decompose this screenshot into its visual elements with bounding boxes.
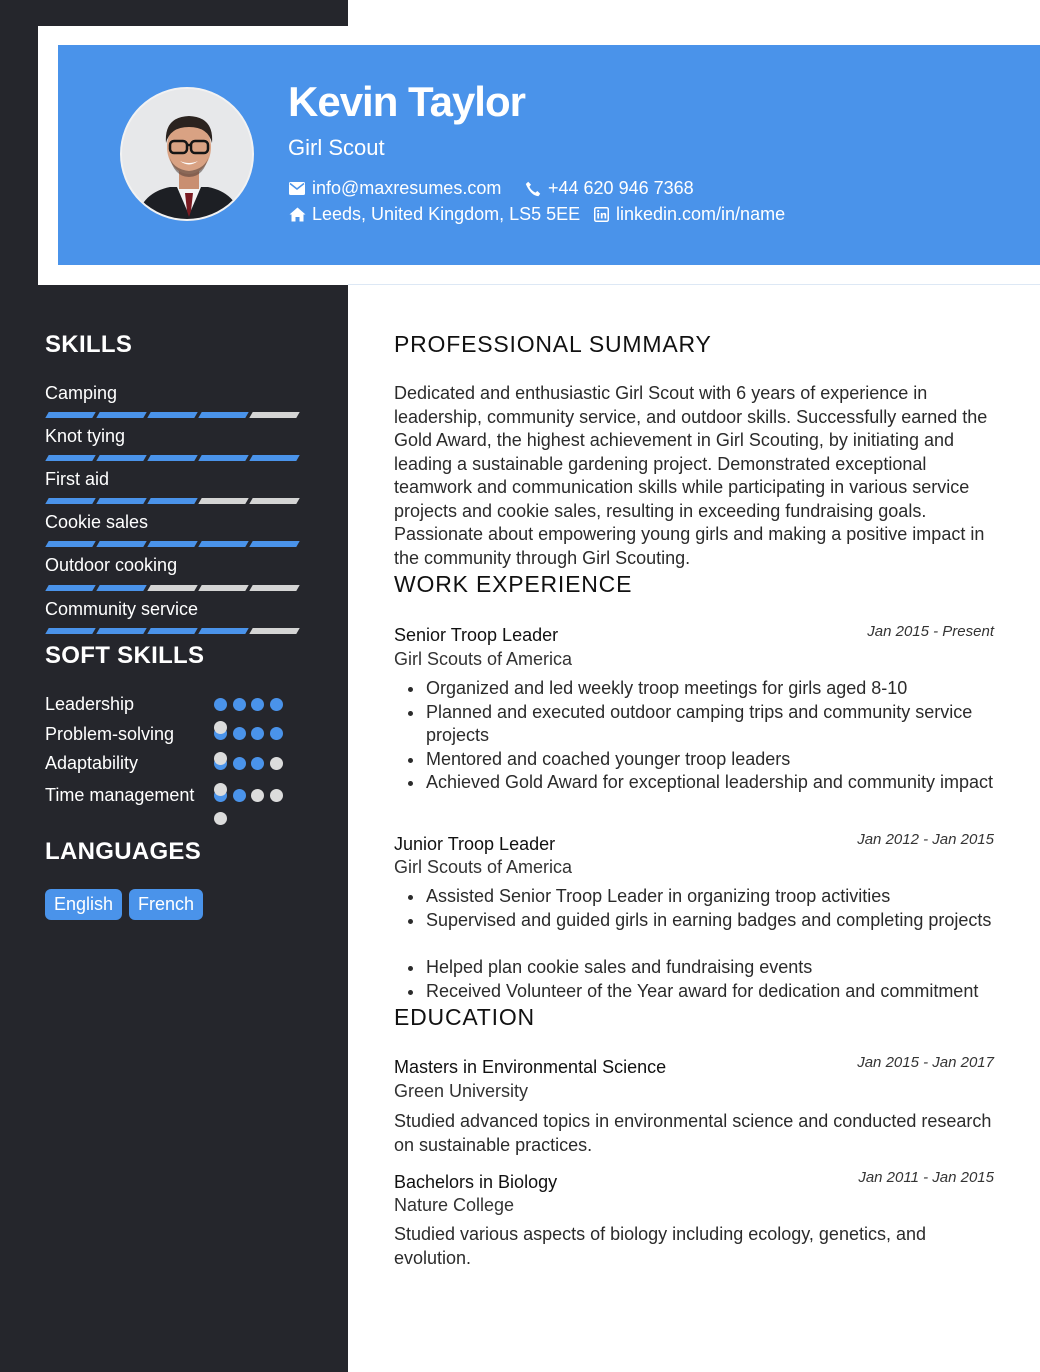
- skill-bar: [47, 412, 303, 418]
- soft-skill-dot: [270, 789, 283, 802]
- contact-linkedin-text: linkedin.com/in/name: [616, 204, 786, 224]
- skill-bar-segment: [96, 498, 146, 504]
- skill-bar-segment: [249, 585, 299, 591]
- soft-skill-dot: [233, 789, 246, 802]
- envelope-icon: [288, 180, 306, 198]
- candidate-job-title: Girl Scout: [288, 135, 385, 160]
- job-bullet-list: [394, 885, 998, 932]
- skill-bar-segment: [96, 412, 146, 418]
- skill-bar-segment: [96, 455, 146, 461]
- list-item: Mentored and coached younger troop leaders: [394, 748, 998, 772]
- skill-bar-segment: [249, 498, 299, 504]
- contact-email-text: info@maxresumes.com: [312, 178, 502, 198]
- skill-label: Outdoor cooking: [45, 555, 178, 575]
- skill-label: Knot tying: [45, 426, 126, 446]
- language-tag-english: English: [45, 889, 122, 920]
- education-degree: Bachelors in Biology: [394, 1172, 558, 1192]
- skill-label: Cookie sales: [45, 512, 149, 532]
- list-item: Achieved Gold Award for exceptional leadership and community impact: [394, 771, 998, 795]
- skill-bar-segment: [45, 455, 95, 461]
- skill-label: Community service: [45, 599, 199, 619]
- skill-bar-segment: [147, 585, 197, 591]
- phone-icon: [524, 180, 542, 198]
- skill-bar-segment: [45, 412, 95, 418]
- education-description: Studied various aspects of biology including ecology, genetics, and evolution.: [394, 1224, 927, 1268]
- contact-location-text: Leeds, United Kingdom, LS5 5EE: [312, 204, 581, 224]
- skill-bar-segment: [96, 541, 146, 547]
- education-school: Nature College: [394, 1195, 515, 1215]
- skill-bar-segment: [249, 412, 299, 418]
- skill-bar-segment: [45, 585, 95, 591]
- soft-skill-dot: [270, 727, 283, 740]
- skill-bar-segment: [147, 541, 197, 547]
- soft-skill-dot-overlap: [214, 783, 227, 796]
- contact-phone-text: +44 620 946 7368: [548, 178, 694, 198]
- list-item: Assisted Senior Troop Leader in organizing troop activities: [394, 885, 998, 909]
- skill-bar-segment: [96, 628, 146, 634]
- job-date: Jan 2012 - Jan 2015: [857, 831, 994, 848]
- summary-text: Dedicated and enthusiastic Girl Scout with 6 years of experience in leadership, community service, and outdoor skills. Successfully earned the Gold Award, the highest achievement in Girl Scouting, by initiating and leading a sustainable gardening project. Demonstrated exceptional teamwork and communication skills while participating in various service projects and cookie sales, resulting in exceeding fundraising goals. Passionate about empowering young girls and making a positive impact in the community through Girl Scouting.: [394, 383, 988, 568]
- job-organization: Girl Scouts of America: [394, 649, 573, 669]
- skill-bar: [47, 455, 303, 461]
- language-tag-french: French: [129, 889, 203, 920]
- job-date: Jan 2015 - Present: [867, 623, 994, 640]
- skill-bar-segment: [45, 498, 95, 504]
- soft-skill-dot: [233, 757, 246, 770]
- header-divider: [348, 284, 1040, 285]
- skill-bar-segment: [249, 455, 299, 461]
- soft-skill-dot: [251, 789, 264, 802]
- contact-phone[interactable]: [524, 178, 694, 199]
- skill-label: First aid: [45, 469, 110, 489]
- list-item: Supervised and guided girls in earning badges and completing projects: [394, 909, 998, 933]
- skill-label: Camping: [45, 383, 118, 403]
- skill-bar-segment: [198, 585, 248, 591]
- soft-skills-title: SOFT SKILLS: [45, 642, 205, 669]
- skill-bar-segment: [249, 541, 299, 547]
- experience-title: WORK EXPERIENCE: [394, 571, 633, 597]
- skills-title: SKILLS: [45, 331, 133, 358]
- job-organization: Girl Scouts of America: [394, 857, 573, 877]
- soft-skill-dot: [251, 727, 264, 740]
- summary-title: PROFESSIONAL SUMMARY: [394, 331, 712, 357]
- contact-location: [288, 204, 580, 225]
- soft-skill-dot: [233, 698, 246, 711]
- soft-skill-dot-overlap: [214, 721, 227, 734]
- languages-title: LANGUAGES: [45, 838, 202, 865]
- job-bullet-list: [394, 956, 998, 1003]
- list-item: Helped plan cookie sales and fundraising events: [394, 956, 998, 980]
- education-date: Jan 2015 - Jan 2017: [857, 1054, 994, 1071]
- soft-skill-dot: [270, 757, 283, 770]
- soft-skill-label: Adaptability: [45, 753, 139, 773]
- soft-skill-dot: [270, 698, 283, 711]
- skill-bar-segment: [198, 541, 248, 547]
- job-title: Senior Troop Leader: [394, 625, 559, 645]
- education-degree: Masters in Environmental Science: [394, 1057, 667, 1077]
- list-item: Planned and executed outdoor camping trips and community service projects: [394, 701, 998, 748]
- education-date: Jan 2011 - Jan 2015: [858, 1169, 994, 1186]
- contact-linkedin[interactable]: [592, 204, 785, 225]
- education-description: Studied advanced topics in environmental science and conducted research on sustainable practices.: [394, 1111, 992, 1155]
- avatar: [120, 87, 254, 221]
- soft-skill-dot: [214, 698, 227, 711]
- soft-skill-dot: [251, 698, 264, 711]
- contact-email[interactable]: [288, 178, 501, 199]
- skill-bar-segment: [198, 455, 248, 461]
- skill-bar-segment: [147, 628, 197, 634]
- job-title: Junior Troop Leader: [394, 834, 556, 854]
- soft-skill-dot-overlap: [214, 752, 227, 765]
- soft-skill-label: Leadership: [45, 694, 135, 714]
- skill-bar-segment: [45, 541, 95, 547]
- skill-bar-segment: [249, 628, 299, 634]
- skill-bar-segment: [147, 498, 197, 504]
- skill-bar: [47, 585, 303, 591]
- skill-bar-segment: [198, 628, 248, 634]
- list-item: Organized and led weekly troop meetings for girls aged 8-10: [394, 677, 998, 701]
- candidate-name: Kevin Taylor: [288, 78, 525, 125]
- skill-bar-segment: [147, 412, 197, 418]
- soft-skill-dot: [233, 727, 246, 740]
- skill-bar-segment: [198, 412, 248, 418]
- soft-skill-label: Time management: [45, 785, 195, 805]
- soft-skill-dot: [251, 757, 264, 770]
- skill-bar-segment: [198, 498, 248, 504]
- skill-bar: [47, 498, 303, 504]
- home-icon: [288, 206, 306, 224]
- skill-bar: [47, 541, 303, 547]
- skill-bar-segment: [147, 455, 197, 461]
- list-item: Received Volunteer of the Year award for dedication and commitment: [394, 980, 998, 1004]
- linkedin-icon: [592, 206, 610, 224]
- skill-bar-segment: [96, 585, 146, 591]
- soft-skill-dot-overflow: [214, 812, 227, 825]
- skill-bar-segment: [45, 628, 95, 634]
- education-school: Green University: [394, 1081, 529, 1101]
- job-bullet-list: [394, 677, 998, 795]
- skill-bar: [47, 628, 303, 634]
- header: [58, 45, 1040, 265]
- soft-skill-label: Problem-solving: [45, 724, 175, 744]
- education-title: EDUCATION: [394, 1004, 535, 1030]
